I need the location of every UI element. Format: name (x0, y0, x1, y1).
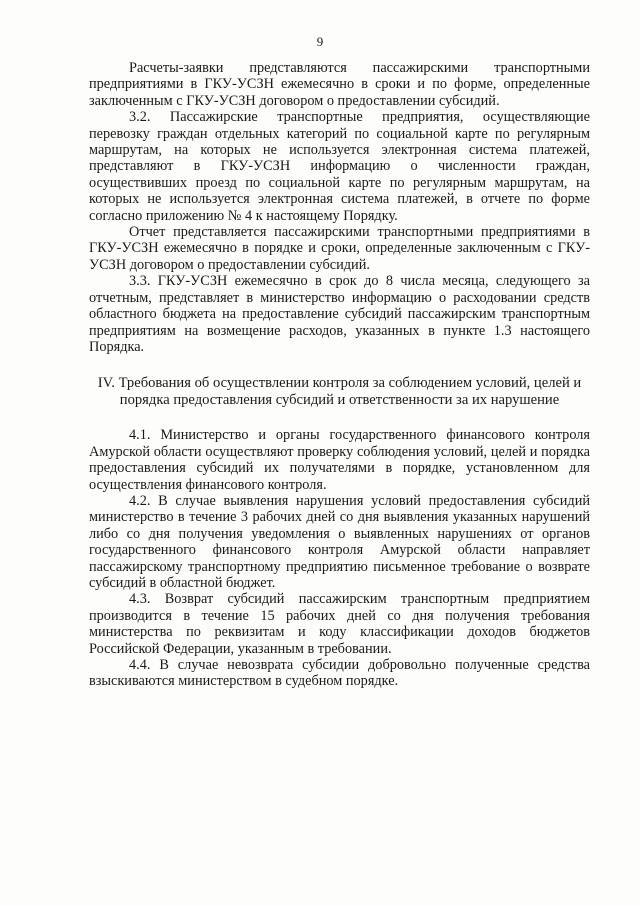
paragraph-4-1: 4.1. Министерство и органы государственного финансового контроля Амурской области осуществляют проверку соблюдения условий, целей и порядка предоставления субсидий их получателями в порядке, установленном для осуществления финансового контроля. (89, 427, 590, 493)
paragraph-claims: Расчеты-заявки представляются пассажирскими транспортными предприятиями в ГКУ-УСЗН ежемесячно в сроки и по форме, определенные заключенным с ГКУ-УСЗН договором о предоставлении субсидий. (89, 60, 590, 109)
paragraph-3-3: 3.3. ГКУ-УСЗН ежемесячно в срок до 8 числа месяца, следующего за отчетным, представляет в министерство информацию о расходовании средств областного бюджета на предоставление субсидий пассажирским транспортным предприятиям на возмещение расходов, указанных в пункте 1.3 настоящего Порядка. (89, 273, 590, 355)
paragraph-3-2: 3.2. Пассажирские транспортные предприятия, осуществляющие перевозку граждан отдельных категорий по социальной карте по регулярным маршрутам, на которых не используется электронная система платежей, представляют в ГКУ-УСЗН информацию о численности граждан, осуществивших проезд по социальной карте по регулярным маршрутам, на которых не используется электронная система платежей, в отчете по форме согласно приложению № 4 к настоящему Порядку. (89, 109, 590, 224)
document-body (89, 60, 590, 690)
paragraph-4-4: 4.4. В случае невозврата субсидии добровольно полученные средства взыскиваются министерством в судебном порядке. (89, 657, 590, 690)
paragraph-report: Отчет представляется пассажирскими транспортными предприятиями в ГКУ-УСЗН ежемесячно в порядке и сроки, определенные заключенным с ГКУ-УСЗН договором о предоставлении субсидий. (89, 224, 590, 273)
paragraph-4-2: 4.2. В случае выявления нарушения условий предоставления субсидий министерство в течение 3 рабочих дней со дня выявления указанных нарушений либо со дня получения уведомления о выявленных нарушениях от органов государственного финансового контроля Амурской области направляет пассажирскому транспортному предприятию письменное требование о возврате субсидий в областной бюджет. (89, 492, 590, 591)
paragraph-4-3: 4.3. Возврат субсидий пассажирским транспортным предприятием производится в течение 15 рабочих дней со дня получения требования министерства по реквизитам и коду классификации доходов бюджетов Российской Федерации, указанным в требовании. (89, 591, 590, 657)
section-heading: IV. Требования об осуществлении контроля за соблюдением условий, целей и порядка предоставления субсидий и ответственности за их нарушение (97, 375, 582, 409)
page-number: 9 (316, 34, 324, 49)
